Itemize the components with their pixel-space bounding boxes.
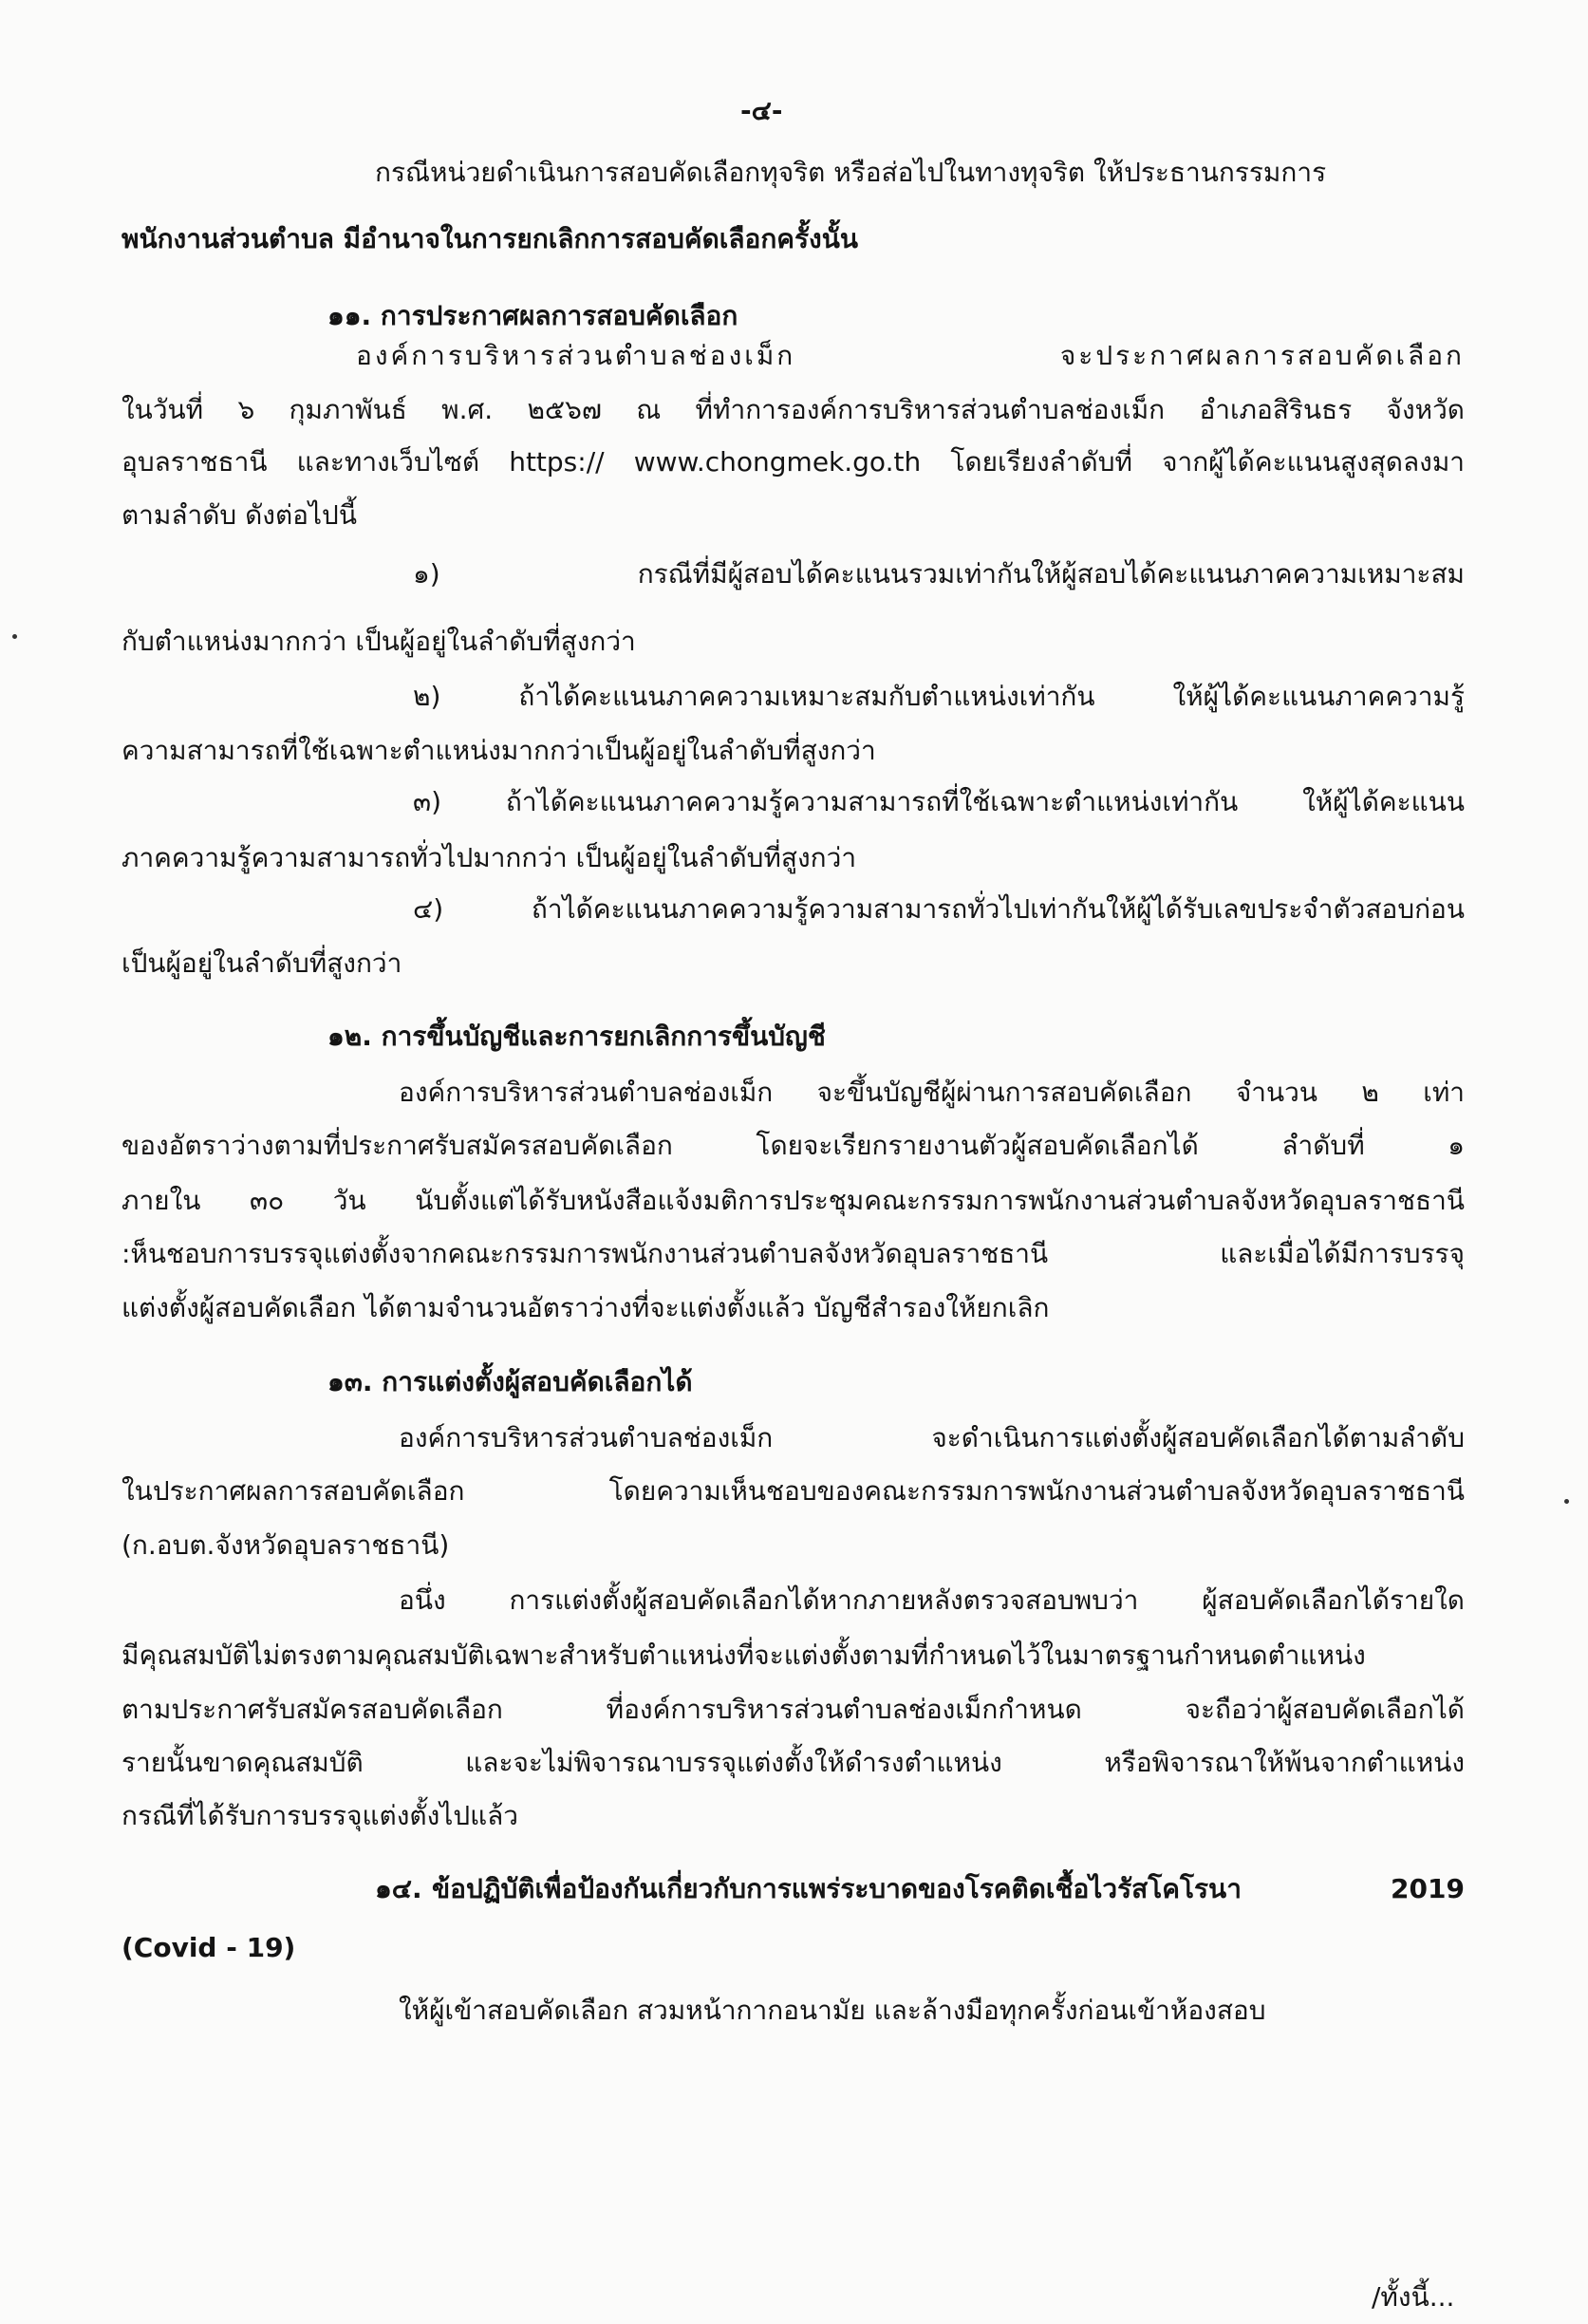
para-corrupt-line1: กรณีหน่วยดำเนินการสอบคัดเลือกทุจริต หรือส่อไปในทางทุจริต ให้ประธานกรรมการ xyxy=(375,157,1327,188)
page-number: -๔- xyxy=(740,95,783,126)
sec11-heading: ๑๑. การประกาศผลการสอบคัดเลือก xyxy=(327,300,738,331)
sec12-line4: :ห็นชอบการบรรจุแต่งตั้งจากคณะกรรมการพนักงานส่วนตำบลจังหวัดอุบลราชธานี และเมื่อได้มีการบรรจุ xyxy=(121,1238,1465,1269)
sec12-line2: ของอัตราว่างตามที่ประกาศรับสมัครสอบคัดเลือก โดยจะเรียกรายงานตัวผู้สอบคัดเลือกได้ ลำดับที่ ๑ xyxy=(121,1130,1465,1161)
sec13-para2-line2: มีคุณสมบัติไม่ตรงตามคุณสมบัติเฉพาะสำหรับตำแหน่งที่จะแต่งตั้งตามที่กำหนดไว้ในมาตรฐานกำหนดตำแหน่ง xyxy=(121,1640,1366,1671)
scan-speck xyxy=(12,634,17,639)
sec11-intro-line2: ในวันที่ ๖ กุมภาพันธ์ พ.ศ. ๒๕๖๗ ณ ที่ทำการองค์การบริหารส่วนตำบลช่องเม็ก อำเภอสิรินธร จังหวัด xyxy=(121,394,1465,425)
sec12-line5: แต่งตั้งผู้สอบคัดเลือก ได้ตามจำนวนอัตราว่างที่จะแต่งตั้งแล้ว บัญชีสำรองให้ยกเลิก xyxy=(121,1292,1050,1323)
sec13-para1-line2: ในประกาศผลการสอบคัดเลือก โดยความเห็นชอบของคณะกรรมการพนักงานส่วนตำบลจังหวัดอุบลราชธานี xyxy=(121,1475,1465,1507)
sec12-line3: ภายใน ๓๐ วัน นับตั้งแต่ได้รับหนังสือแจ้งมติการประชุมคณะกรรมการพนักงานส่วนตำบลจังหวัดอุบลราชธานี xyxy=(121,1185,1465,1216)
sec13-para1-line1: องค์การบริหารส่วนตำบลช่องเม็ก จะดำเนินการแต่งตั้งผู้สอบคัดเลือกได้ตามลำดับ xyxy=(399,1422,1465,1453)
sec11-intro-line1: องค์การบริหารส่วนตำบลช่องเม็ก จะประกาศผลการสอบคัดเลือก xyxy=(356,340,1465,371)
sec13-para2-line3: ตามประกาศรับสมัครสอบคัดเลือก ที่องค์การบริหารส่วนตำบลช่องเม็กกำหนด จะถือว่าผู้สอบคัดเลือกได้ xyxy=(121,1694,1465,1725)
sec14-number: ๑๔. xyxy=(375,1873,422,1904)
sec13-para2-line1: อนึ่ง การแต่งตั้งผู้สอบคัดเลือกได้หากภายหลังตรวจสอบพบว่า ผู้สอบคัดเลือกได้รายใด xyxy=(399,1584,1465,1616)
sec11-intro-line3: อุบลราชธานี และทางเว็บไซต์ https:// www.chongmek.go.th โดยเรียงลำดับที่ จากผู้ได้คะแนนสูงสุดลงมา xyxy=(121,446,1465,478)
sec11-item4-line1: ๔) ถ้าได้คะแนนภาคความรู้ความสามารถทั่วไปเท่ากันให้ผู้ได้รับเลขประจำตัวสอบก่อน xyxy=(413,893,1465,925)
sec11-item1-line1: ๑) กรณีที่มีผู้สอบได้คะแนนรวมเท่ากันให้ผู้สอบได้คะแนนภาคความเหมาะสม xyxy=(413,558,1465,590)
sec14-heading: ข้อปฏิบัติเพื่อป้องกันเกี่ยวกับการแพร่ระบาดของโรคติดเชื้อไวรัสโคโรนา 2019 xyxy=(432,1873,1465,1904)
sec12-line1: องค์การบริหารส่วนตำบลช่องเม็ก จะขึ้นบัญชีผู้ผ่านการสอบคัดเลือก จำนวน ๒ เท่า xyxy=(399,1077,1465,1108)
sec11-item3-line1: ๓) ถ้าได้คะแนนภาคความรู้ความสามารถที่ใช้เฉพาะตำแหน่งเท่ากัน ให้ผู้ได้คะแนน xyxy=(413,786,1465,817)
sec11-item4-line2: เป็นผู้อยู่ในลำดับที่สูงกว่า xyxy=(121,947,402,979)
sec11-item2-line1: ๒) ถ้าได้คะแนนภาคความเหมาะสมกับตำแหน่งเท่ากัน ให้ผู้ได้คะแนนภาคความรู้ xyxy=(413,681,1465,712)
sec13-para1-line3: (ก.อบต.จังหวัดอุบลราชธานี) xyxy=(121,1529,450,1561)
sec11-item3-line2: ภาคความรู้ความสามารถทั่วไปมากกว่า เป็นผู้อยู่ในลำดับที่สูงกว่า xyxy=(121,842,857,873)
page-footer-continuation: /ทั้งนี้... xyxy=(1372,2281,1455,2313)
sec13-para2-line5: กรณีที่ได้รับการบรรจุแต่งตั้งไปแล้ว xyxy=(121,1800,519,1831)
sec13-para2-line4: รายนั้นขาดคุณสมบัติ และจะไม่พิจารณาบรรจุแต่งตั้งให้ดำรงตำแหน่ง หรือพิจารณาให้พ้นจากตำแหน่ง xyxy=(121,1747,1465,1778)
sec14-heading2: (Covid - 19) xyxy=(121,1932,296,1963)
sec13-heading: ๑๓. การแต่งตั้งผู้สอบคัดเลือกได้ xyxy=(327,1366,693,1397)
sec11-item1-line2: กับตำแหน่งมากกว่า เป็นผู้อยู่ในลำดับที่สูงกว่า xyxy=(121,626,636,657)
sec11-intro-line4: ตามลำดับ ดังต่อไปนี้ xyxy=(121,499,357,531)
scan-speck xyxy=(1564,1499,1569,1504)
sec14-body: ให้ผู้เข้าสอบคัดเลือก สวมหน้ากากอนามัย และล้างมือทุกครั้งก่อนเข้าห้องสอบ xyxy=(399,1995,1266,2026)
para-corrupt-line2: พนักงานส่วนตำบล มีอำนาจในการยกเลิกการสอบคัดเลือกครั้งนั้น xyxy=(121,223,858,254)
sec11-item2-line2: ความสามารถที่ใช้เฉพาะตำแหน่งมากกว่าเป็นผู้อยู่ในลำดับที่สูงกว่า xyxy=(121,735,876,766)
sec12-heading: ๑๒. การขึ้นบัญชีและการยกเลิกการขึ้นบัญชี xyxy=(327,1021,826,1052)
